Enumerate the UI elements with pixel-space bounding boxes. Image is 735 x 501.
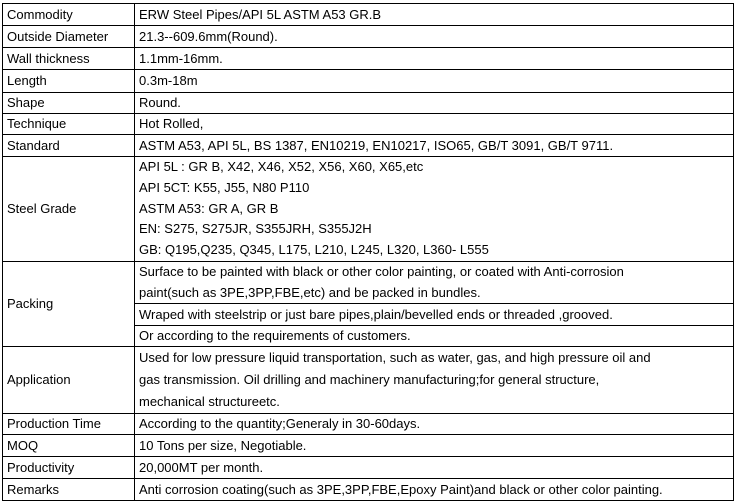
row-value — [135, 262, 734, 304]
row-value — [135, 157, 734, 262]
row-value: 0.3m-18m — [135, 70, 734, 93]
row-label: Wall thickness — [3, 48, 135, 70]
row-label: Length — [3, 70, 135, 93]
row-label: Production Time — [3, 414, 135, 435]
table-row — [3, 435, 734, 457]
row-label: Outside Diameter — [3, 26, 135, 48]
row-value: Or according to the requirements of customers. — [135, 326, 734, 347]
packing-line: paint(such as 3PE,3PP,FBE,etc) and be packed in bundles. — [139, 284, 481, 300]
table-row — [3, 26, 734, 48]
row-value: 10 Tons per size, Negotiable. — [135, 435, 734, 457]
spec-table — [2, 3, 734, 501]
row-label: Standard — [3, 135, 135, 157]
row-value: According to the quantity;Generaly in 30-60days. — [135, 414, 734, 435]
application-line: mechanical structureetc. — [139, 394, 280, 409]
row-value: Round. — [135, 93, 734, 114]
row-label: Packing — [3, 262, 135, 347]
row-value — [135, 347, 734, 414]
row-value: 20,000MT per month. — [135, 457, 734, 479]
steel-grade-line: ASTM A53: GR A, GR B — [139, 200, 279, 216]
row-label: Steel Grade — [3, 157, 135, 262]
table-row — [3, 457, 734, 479]
steel-grade-line: API 5L : GR B, X42, X46, X52, X56, X60, X65,etc — [139, 159, 424, 175]
steel-grade-line: API 5CT: K55, J55, N80 P110 — [139, 179, 310, 195]
steel-grade-line: GB: Q195,Q235, Q345, L175, L210, L245, L320, L360- L555 — [139, 242, 489, 258]
row-value: Anti corrosion coating(such as 3PE,3PP,FBE,Epoxy Paint)and black or other color painting. — [135, 479, 734, 501]
table-row — [3, 157, 734, 262]
row-label: MOQ — [3, 435, 135, 457]
row-label: Technique — [3, 114, 135, 135]
steel-grade-line: EN: S275, S275JR, S355JRH, S355J2H — [139, 221, 372, 237]
row-value: ERW Steel Pipes/API 5L ASTM A53 GR.B — [135, 4, 734, 26]
row-label: Commodity — [3, 4, 135, 26]
application-line: Used for low pressure liquid transportation, such as water, gas, and high pressure oil and — [139, 350, 651, 365]
row-value: 1.1mm-16mm. — [135, 48, 734, 70]
row-value: ASTM A53, API 5L, BS 1387, EN10219, EN10217, ISO65, GB/T 3091, GB/T 9711. — [135, 135, 734, 157]
row-label: Shape — [3, 93, 135, 114]
row-label: Remarks — [3, 479, 135, 501]
table-row — [3, 135, 734, 157]
table-row — [3, 4, 734, 26]
table-row — [3, 93, 734, 114]
row-value: Hot Rolled, — [135, 114, 734, 135]
row-value: 21.3--609.6mm(Round). — [135, 26, 734, 48]
table-row — [3, 479, 734, 501]
table-row — [3, 262, 734, 304]
table-row — [3, 347, 734, 414]
table-row — [3, 414, 734, 435]
table-row — [3, 70, 734, 93]
row-label: Productivity — [3, 457, 135, 479]
row-value: Wraped with steelstrip or just bare pipes,plain/bevelled ends or threaded ,grooved. — [135, 304, 734, 326]
table-row — [3, 114, 734, 135]
table-row — [3, 48, 734, 70]
row-label: Application — [3, 347, 135, 414]
application-line: gas transmission. Oil drilling and machinery manufacturing;for general structure, — [139, 372, 600, 387]
packing-line: Surface to be painted with black or other color painting, or coated with Anti-corrosion — [139, 264, 624, 279]
